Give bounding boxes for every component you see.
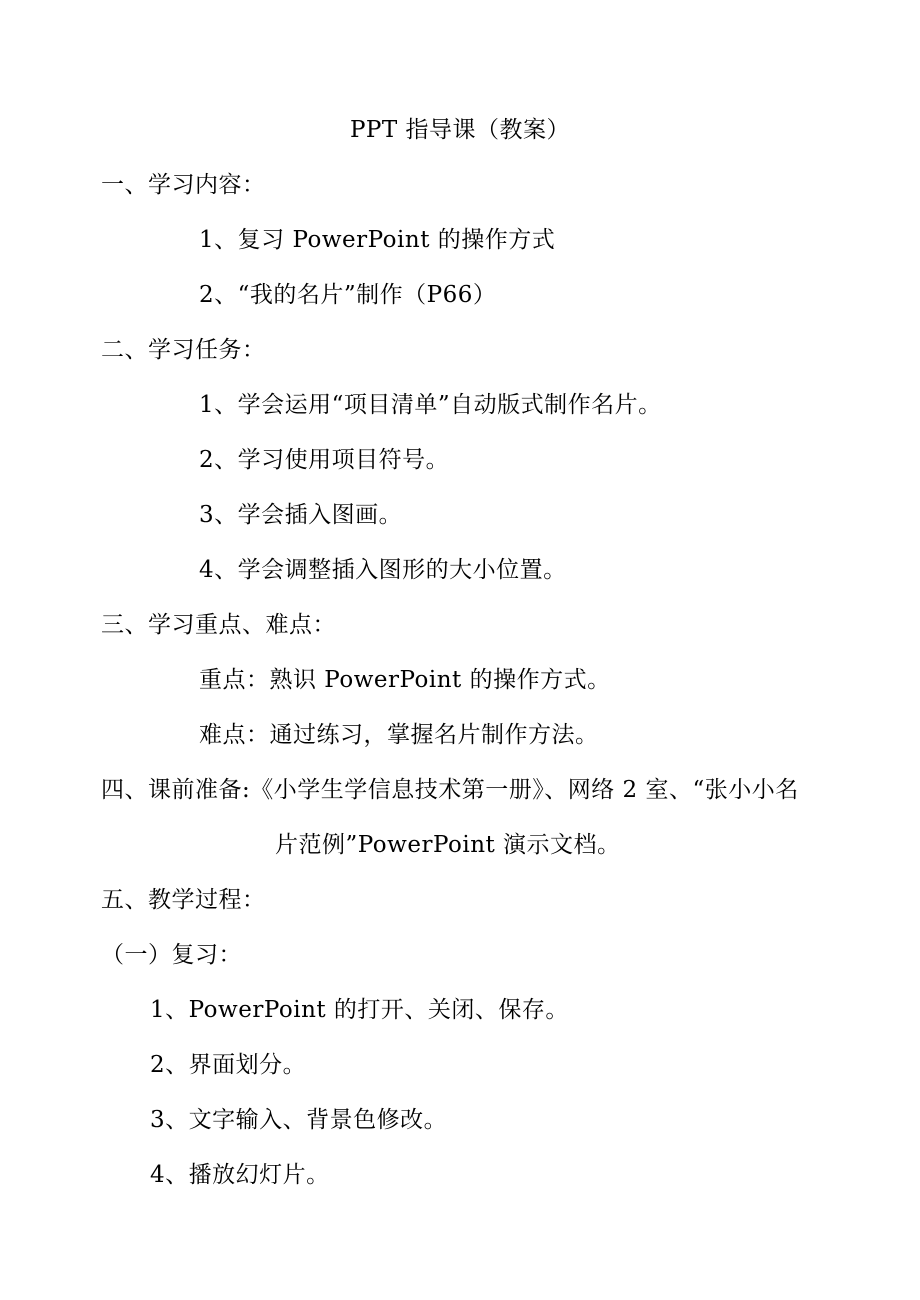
list-item: 3、学会插入图画。 — [199, 502, 403, 528]
list-item: 4、播放幻灯片。 — [150, 1162, 330, 1188]
list-item: 2、界面划分。 — [150, 1052, 307, 1078]
list-item: 3、文字输入、背景色修改。 — [150, 1107, 448, 1133]
list-item: 1、PowerPoint 的打开、关闭、保存。 — [150, 997, 569, 1023]
section-heading-key-points: 三、学习重点、难点： — [101, 612, 336, 638]
section-heading-teaching-process: 五、教学过程： — [101, 887, 266, 913]
list-item: 2、“我的名片”制作（P66） — [199, 282, 497, 308]
document-title: PPT 指导课（教案） — [349, 117, 571, 143]
section-heading-learning-tasks: 二、学习任务： — [101, 337, 266, 363]
list-item: 1、复习 PowerPoint 的操作方式 — [199, 227, 556, 253]
section-heading-learning-content: 一、学习内容： — [101, 172, 266, 198]
list-item: 2、学习使用项目符号。 — [199, 447, 450, 473]
subsection-heading-review: （一）复习： — [101, 942, 242, 968]
section-heading-preparation: 四、课前准备:《小学生学信息技术第一册》、网络 2 室、“张小小名 — [101, 777, 799, 803]
section-continuation: 片范例”PowerPoint 演示文档。 — [275, 832, 621, 858]
list-item: 难点：通过练习，掌握名片制作方法。 — [199, 722, 599, 748]
list-item: 重点：熟识 PowerPoint 的操作方式。 — [199, 667, 611, 693]
list-item: 1、学会运用“项目清单”自动版式制作名片。 — [199, 392, 662, 418]
list-item: 4、学会调整插入图形的大小位置。 — [199, 557, 567, 583]
